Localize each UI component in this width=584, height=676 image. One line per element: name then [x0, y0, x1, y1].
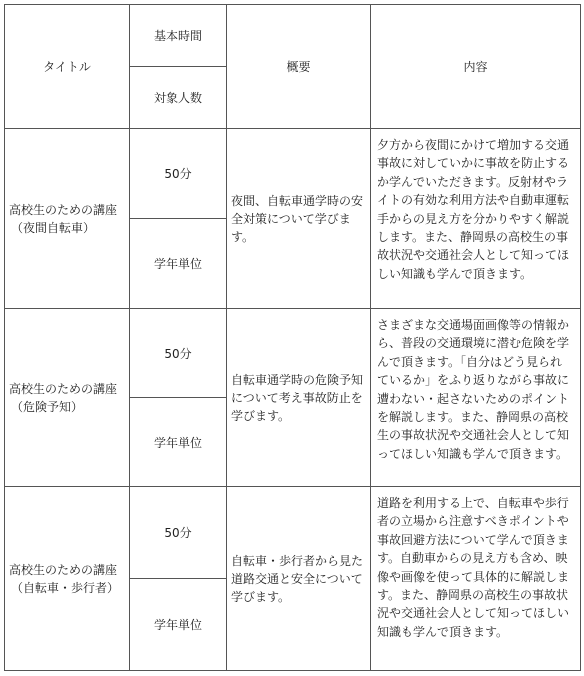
- course-title-cell: [5, 487, 130, 671]
- header-summary: 概要: [227, 5, 371, 129]
- course-time: 50分: [130, 309, 227, 398]
- header-target-count: 対象人数: [130, 67, 227, 129]
- course-target: 学年単位: [130, 219, 227, 309]
- table-row: [5, 309, 581, 398]
- header-row: [5, 5, 581, 67]
- course-subtitle: （夜間自転車）: [11, 220, 96, 235]
- course-title-cell: [5, 309, 130, 487]
- course-table: [4, 4, 581, 671]
- course-target: 学年単位: [130, 579, 227, 671]
- course-summary: 自転車通学時の危険予知について考え事故防止を学びます。: [227, 309, 371, 487]
- course-target: 学年単位: [130, 398, 227, 487]
- header-base-time: 基本時間: [130, 5, 227, 67]
- course-content: 道路を利用する上で、自転車や歩行者の立場から注意すべきポイントや事故回避方法について学んで頂きます。自動車からの見え方も含め、映像や画像を使って具体的に解説します。また、静岡県の高校生の事故状況や交通社会人として知ってほしい知識も学んで頂きます。: [371, 487, 581, 671]
- table-row: [5, 129, 581, 219]
- table-row: [5, 487, 581, 579]
- course-time: 50分: [130, 487, 227, 579]
- course-title: 高校生のための講座: [9, 381, 118, 396]
- course-title-cell: [5, 129, 130, 309]
- course-summary: 自転車・歩行者から見た道路交通と安全について学びます。: [227, 487, 371, 671]
- course-subtitle: （自転車・歩行者）: [11, 580, 120, 595]
- course-title: 高校生のための講座: [9, 202, 118, 217]
- course-subtitle: （危険予知）: [11, 399, 84, 414]
- header-title: タイトル: [5, 5, 130, 129]
- course-content: さまざまな交通場面画像等の情報から、普段の交通環境に潜む危険を学んで頂きます。「自分はどう見られているか」をふり返りながら事故に遭わない・起さないためのポイントを解説します。また、静岡県の高校生の事故状況や交通社会人として知ってほしい知識も学んで頂きます。: [371, 309, 581, 487]
- course-title: 高校生のための講座: [9, 562, 118, 577]
- course-content: 夕方から夜間にかけて増加する交通事故に対していかに事故を防止するか学んでいただきます。反射材やライトの有効な利用方法や自動車運転手からの見え方を分かりやすく解説します。また、静岡県の高校生の事故状況や交通社会人として知ってほしい知識も学んで頂きます。: [371, 129, 581, 309]
- header-content: 内容: [371, 5, 581, 129]
- course-summary: 夜間、自転車通学時の安全対策について学びます。: [227, 129, 371, 309]
- course-time: 50分: [130, 129, 227, 219]
